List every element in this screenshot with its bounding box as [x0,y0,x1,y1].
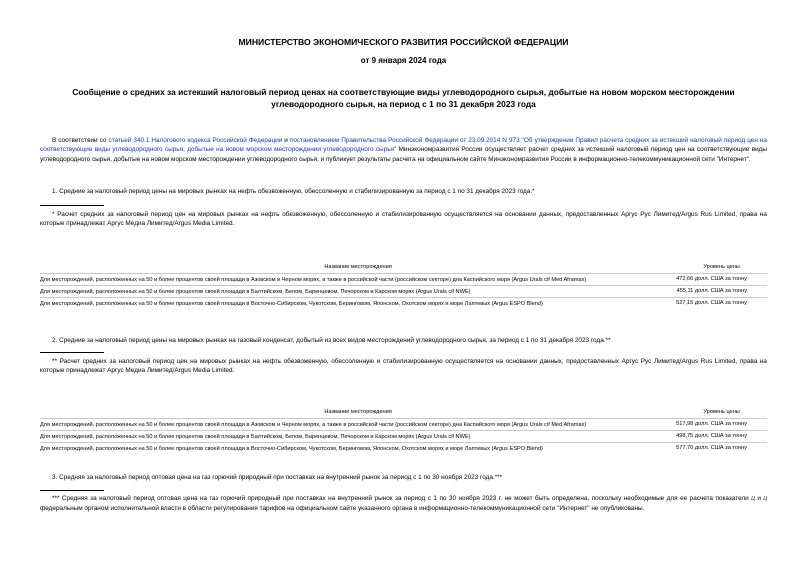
field-name: Для месторождений, расположенных на 50 и более процентов своей площади в Восточно-Сибирском, Чукотском, Беринговом, Японском, Охотском морях и море Лаптевых (Argus ESPO Blend) [40,443,676,455]
table-row [40,419,767,431]
intro-text-1: В соответствии со [52,137,109,144]
ministry-title: МИНИСТЕРСТВО ЭКОНОМИЧЕСКОГО РАЗВИТИЯ РОССИЙСКОЙ ФЕДЕРАЦИИ [238,37,569,47]
table-row [40,286,767,298]
field-name: Для месторождений, расположенных на 50 и более процентов своей площади в Восточно-Сибирском, Чукотском, Беринговом, Японском, Охотском морях и море Лаптевых (Argus ESPO Blend) [40,298,676,310]
section1-footnote: * Расчет средних за налоговый период цен на мировых рынках на нефть обезвоженную, обессоленную и стабилизированную осуществляется на основании данных, предоставленных Аргус Рус Лимитед/Argus Rus Limited, права на которые принадлежат Аргус Медиа Лимитед/Argus Media Limited. [40,211,767,228]
table-row [40,431,767,443]
message-title [40,86,767,110]
footnote-divider [40,490,104,491]
section2-footnote: ** Расчет средних за налоговый период цен на мировых рынках на нефть обезвоженную, обессоленную и стабилизированную осуществляется на основании данных, предоставленных Аргус Рус Лимитед/Argus Rus Limited, права на которые принадлежат Аргус Медиа Лимитед/Argus Media Limited. [40,358,767,375]
table-row [40,443,767,455]
oil-price-table [40,264,767,309]
price-value: 498,75 долл. США за тонну [676,431,767,443]
column-header-price: Уровень цены [703,409,740,415]
field-name: Для месторождений, расположенных на 50 и более процентов своей площади в Азовском и Черном морях, а также в российской части (российском секторе) дна Каспийского моря (Argus Urals cif Med Aframax) [40,274,676,286]
section1-heading: 1. Средние за налоговый период цены на мировых рынках на нефть обезвоженную, обессоленную и стабилизированную за период с 1 по 31 декабря 2023 года.* [52,188,535,195]
table-row [40,274,767,286]
condensate-price-table [40,409,767,454]
intro-text-3: Минэкономразвития России осуществляет расчет средних за истекший налоговый период цен на соответствующие виды углеводородного сырья, добытые на новом морском месторождении углеводородного сырья, и публикует результаты расчета на официальном сайте Минэкономразвития России в информационно-телекоммуникационной сети "Интернет". [40,146,767,163]
price-value: 472,66 долл. США за тонну [676,274,767,286]
section3-heading: 3. Средняя за налоговый период оптовая цена на газ горючий природный при поставках на внутренний рынок за период с 1 по 30 ноября 2023 года.*** [52,474,503,481]
message-title-line2: углеводородного сырья, на период с 1 по 31 декабря 2023 года [271,99,536,109]
message-title-line1: Сообщение о средних за истекший налоговый период ценах на соответствующие виды углеводородного сырья, добытые на новом морском месторождении [72,87,735,97]
intro-text-2: и [282,137,290,144]
price-value: 527,15 долл. США за тонну [676,298,767,310]
footnote-divider [40,205,104,206]
field-name: Для месторождений, расположенных на 50 и более процентов своей площади в Балтийском, Белом, Баренцевом, Печорском и Карском морях (Argus Urals cif NWE) [40,431,676,443]
field-name: Для месторождений, расположенных на 50 и более процентов своей площади в Азовском и Черном морях, а также в российской части (российском секторе) дна Каспийского моря (Argus Urals cif Med Aframax) [40,419,676,431]
document-date: от 9 января 2024 года [360,56,447,65]
column-header-name: Название месторождения [324,264,392,270]
intro-paragraph [40,136,767,164]
indicator-symbol-2: Ц [763,496,767,502]
indicator-symbol-1: Ц [751,496,755,502]
section3-footnote: *** Средняя за налоговый период оптовая цена на газ горючий природный при поставках на внутренний рынок за период с 1 по 30 ноября 2023 г. не может быть определена, поскольку необходимые для ее расчета показатели Ц и Ц федеральным органом исполнительной власти в области регулирования тарифов на официальном сайте указанного органа в информационно-телекоммуникационной сети "Интернет" не опубликованы. [40,495,767,513]
tax-code-link[interactable]: статьей 340.1 Налогового кодекса Российской Федерации [108,137,283,144]
price-value: 577,70 долл. США за тонну [676,443,767,455]
section2-heading: 2. Средние за налоговый период цены на мировых рынках на газовый конденсат, добытый из всех видов месторождений углеводородного сырья, за период с 1 по 31 декабря 2023 года.** [52,337,611,344]
field-name: Для месторождений, расположенных на 50 и более процентов своей площади в Балтийском, Белом, Баренцевом, Печорском и Карском морях (Argus Urals cif NWE) [40,286,676,298]
column-header-name: Название месторождения [324,409,392,415]
price-value: 517,98 долл. США за тонну [676,419,767,431]
footnote-divider [40,352,104,353]
government-decree-link[interactable]: постановлением Правительства Российской Федерации от 23.09.2014 N 973 "Об утверждении Правил расчета средних за истекший налоговый период цен на соответствующие виды углеводородного сырья, добытые на новом морском месторождении углеводородного сырья" [40,137,767,154]
column-header-price: Уровень цены [703,264,740,270]
price-value: 455,11 долл. США за тонну [676,286,767,298]
table-row [40,298,767,310]
